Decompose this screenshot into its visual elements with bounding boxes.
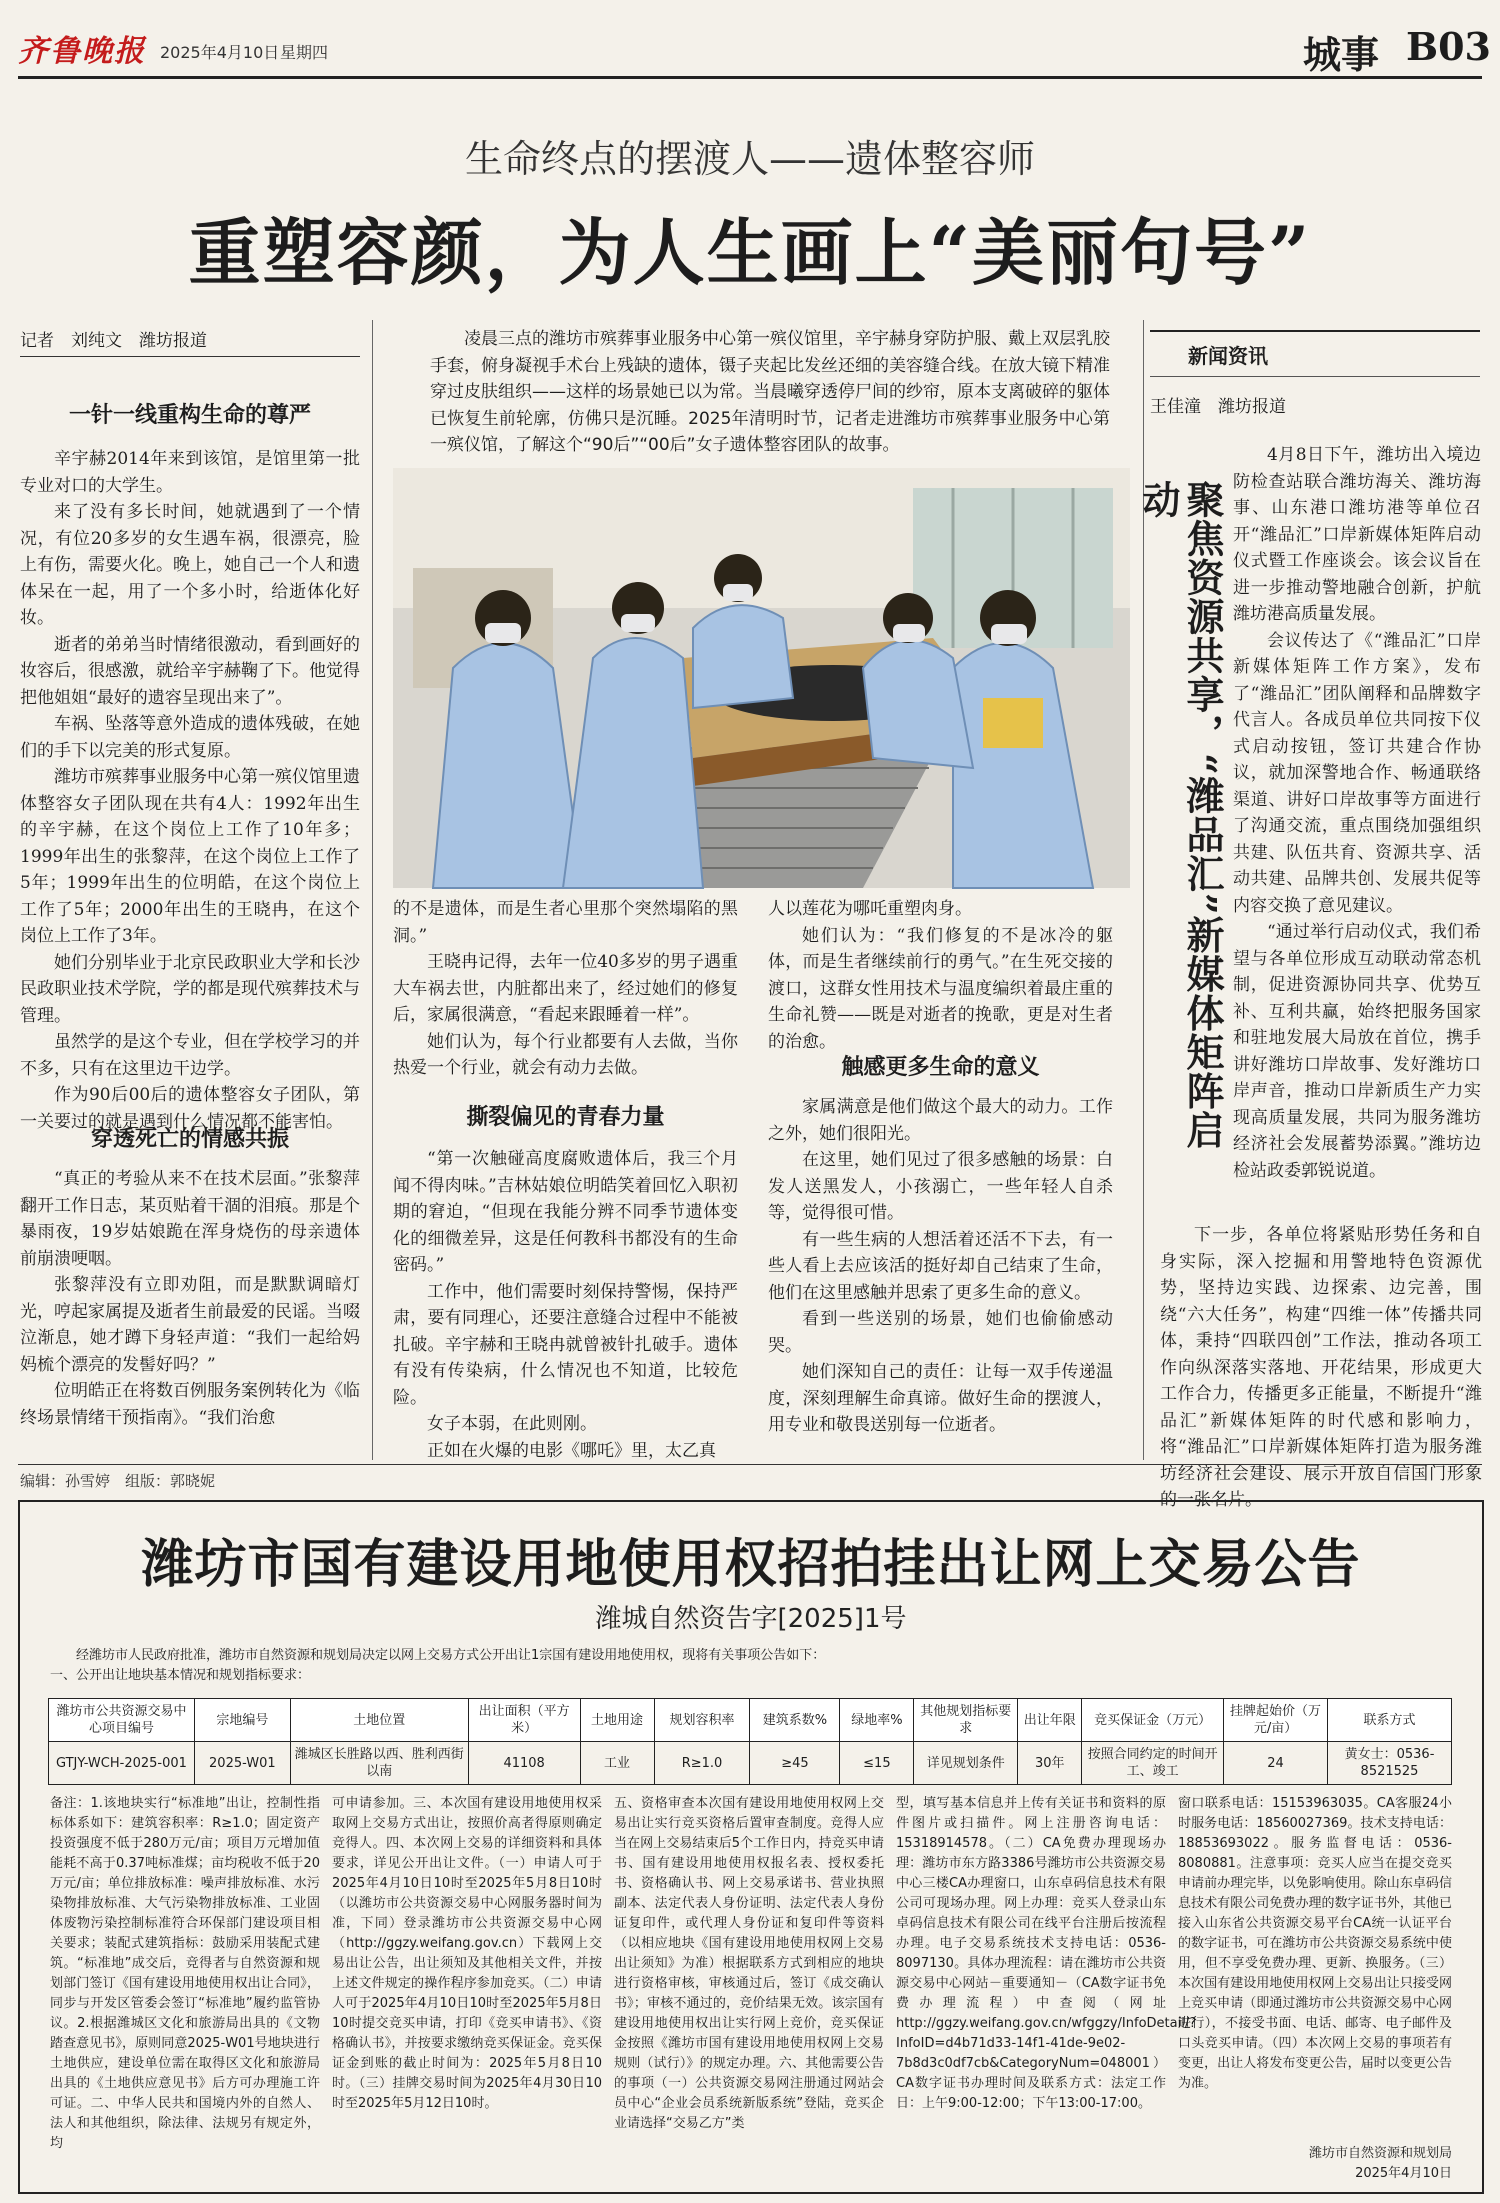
paragraph: 正如在火爆的电影《哪吒》里，太乙真 (427, 1440, 716, 1461)
table-cell: 30年 (1018, 1742, 1082, 1785)
table-cell: 41108 (468, 1742, 580, 1785)
notice-signdate: 2025年4月10日 (1355, 2166, 1452, 2181)
paragraph: 虽然学的是这个专业，但在学校学习的并不多，只有在这里边干边学。 (20, 1032, 360, 1079)
paragraph: 会议传达了《“潍品汇”口岸新媒体矩阵工作方案》，发布了“潍品汇”团队阐释和品牌数字代言人。各成员单位共同按下仪式启动按钮，签订共建合作协议，就加深警地合作、畅通联络渠道、讲好口岸故事等方面进行了沟通交流，重点围绕加强组织共建、队伍共育、资源共享、活动共建、品牌共创、发展共促等内容交换了意见建议。 (1233, 630, 1481, 916)
table-header-row (49, 1699, 1452, 1742)
issue-date: 2025年4月10日 (160, 43, 280, 62)
table-cell: 详见规划条件 (914, 1742, 1018, 1785)
notice-signer: 潍坊市自然资源和规划局 (1308, 2146, 1452, 2161)
table-header: 潍坊市公共资源交易中心项目编号 (49, 1699, 195, 1742)
news-body-top (1233, 442, 1481, 1217)
paragraph: 的不是遗体，而是生者心里那个突然塌陷的黑洞。” (393, 899, 738, 946)
paragraph: 有一些生病的人想活着还活不下去，有一些人看上去应该活的挺好却自己结束了生命，他们在这里感触并思索了更多生命的意义。 (768, 1229, 1113, 1303)
table-header: 出让面积（平方米） (468, 1699, 580, 1742)
paragraph: 逝者的弟弟当时情绪很激动，看到画好的妆容后，很感激，就给辛宇赫鞠了下。他觉得把他姐姐“最好的遗容呈现出来了”。 (20, 634, 360, 708)
embalmers-photo-illustration (393, 468, 1130, 888)
issue-weekday: 星期四 (280, 43, 329, 62)
paragraph: 看到一些送别的场景，她们也偷偷感动哭。 (768, 1309, 1113, 1356)
table-header: 其他规划指标要求 (914, 1699, 1018, 1742)
table-header: 联系方式 (1328, 1699, 1452, 1742)
paragraph: 潍坊市殡葬事业服务中心第一殡仪馆里遗体整容女子团队现在共有4人：1992年出生的辛宇赫，在这个岗位上工作了10年多；1999年出生的张黎萍，在这个岗位上工作了5年；1999年出生的位明皓，在这个岗位上工作了5年；2000年出生的王晓冉，在这个岗位上工作了3年。 (20, 767, 360, 946)
article-photo (393, 468, 1130, 888)
notice-docno: 潍城自然资告字[2025]1号 (595, 1604, 907, 1634)
paragraph: 在这里，她们见过了很多感触的场景：白发人送黑发人，小孩溺亡，一些年轻人自杀等，觉得很可惜。 (768, 1150, 1113, 1223)
table-cell: 潍城区长胜路以西、胜利西街以南 (290, 1742, 468, 1785)
byline-rule (20, 356, 360, 357)
article-col2-bottom (393, 1146, 738, 1461)
table-cell: 黄女士：0536-8521525 (1328, 1742, 1452, 1785)
paragraph: “真正的考验从来不在技术层面。”张黎萍翻开工作日志，某页贴着干涸的泪痕。那是个暴雨夜，19岁姑娘跪在浑身烧伤的母亲遗体前崩溃哽咽。 (20, 1169, 360, 1269)
masthead-rule (18, 76, 1482, 79)
paragraph: 人以莲花为哪吒重塑肉身。 (768, 899, 972, 919)
notice-intro-text: 经潍坊市人民政府批准，潍坊市自然资源和规划局决定以网上交易方式公开出让1宗国有建设用地使用权，现将有关事项公告如下： (76, 1648, 826, 1663)
paragraph: 她们认为：“我们修复的不是冰冷的躯体，而是生者继续前行的勇气。”在生死交接的渡口，这群女性用技术与温度编织着最庄重的生命礼赞——既是对逝者的挽歌，更是对生者的治愈。 (768, 925, 1113, 1052)
table-header: 宗地编号 (194, 1699, 290, 1742)
notice-box (18, 1500, 1484, 2194)
parcel-table (48, 1698, 1452, 1785)
paragraph: 位明皓正在将数百例服务案例转化为《临终场景情绪干预指南》。“我们治愈 (20, 1381, 360, 1428)
table-cell: 2025-W01 (194, 1742, 290, 1785)
table-cell: ≥45 (750, 1742, 840, 1785)
notice-title: 潍坊市国有建设用地使用权招拍挂出让网上交易公告 (141, 1534, 1361, 1595)
article-col1-bottom (20, 1166, 360, 1456)
newspaper-logo: 齐鲁晚报 (18, 34, 146, 69)
paragraph: 她们深知自己的责任：让每一双手传递温度，深刻理解生命真谛。做好生命的摆渡人，用专业和敬畏送别每一位逝者。 (768, 1362, 1113, 1435)
news-byline: 王佳潼 潍坊报道 (1150, 397, 1286, 417)
notice-col-5: 窗口联系电话：15153963035。CA客服24小时服务电话：18560027369。技术支持电话：18853693022。服务监督电话：0536-8080881。注意事项：竞买人应当在提交竞买申请前办理完毕，以免影响使用。除山东卓码信息技术有限公司免费办理的数字证书外，其他已接入山东省公共资源交易平台CA统一认证平台的数字证书，可在潍坊市公共资源交易系统中使用，但不享受免费办理、更新、换服务。（三）本次国有建设用地使用权网上交易出让只接受网上竞买申请（即通过潍坊市公共资源交易中心网进行），不接受书面、电话、邮寄、电子邮件及口头竞买申请。（四）本次网上交易的事项若有变更，出让人将发布变更公告，届时以变更公告为准。 (1178, 1796, 1452, 2091)
notice-section-1: 一、公开出让地块基本情况和规划指标要求： (50, 1668, 311, 1683)
subheading-1: 一针一线重构生命的尊严 (68, 403, 311, 428)
article-kicker: 生命终点的摆渡人——遗体整容师 (464, 137, 1035, 181)
table-header: 出让年限 (1018, 1699, 1082, 1742)
paragraph: 车祸、坠落等意外造成的遗体残破，在她们的手下以完美的形式复原。 (20, 714, 360, 761)
table-row (49, 1742, 1452, 1785)
table-cell: R≥1.0 (654, 1742, 750, 1785)
article-headline: 重塑容颜，为人生画上“美丽句号” (188, 210, 1312, 295)
paragraph: 来了没有多长时间，她就遇到了一个情况，有位20多岁的女生遇车祸，很漂亮，脸上有伤，需要火化。晚上，她自己一个人和遗体呆在一起，用了一个多小时，给逝体化好妆。 (20, 502, 360, 628)
paragraph: 工作中，他们需要时刻保持警惕，保持严肃，要有同理心，还要注意缝合过程中不能被扎破。辛宇赫和王晓冉就曾被针扎破手。遗体有没有传染病，什么情况也不知道，比较危险。 (393, 1281, 738, 1408)
table-header: 土地位置 (290, 1699, 468, 1742)
news-headline: 聚焦资源共享，“潍品汇”新媒体矩阵启动 (1136, 480, 1225, 1150)
paragraph: “第一次触碰高度腐败遗体后，我三个月闻不得肉味。”吉林姑娘位明皓笑着回忆入职初期的窘迫，“但现在我能分辨不同季节遗体变化的细微差异，这是任何教科书都没有的生命密码。” (393, 1149, 738, 1275)
notice-col-3: 五、资格审查本次国有建设用地使用权网上交易出让实行竞买资格后置审查制度。竞得人应当在网上交易结束后5个工作日内，持竞买申请书、国有建设用地使用权报名表、授权委托书、资格确认书、网上交易承诺书、营业执照副本、法定代表人身份证明、法定代表人身份证复印件，或代理人身份证和复印件等资料（以相应地块《国有建设用地使用权网上交易出让须知》为准）根据联系方式到相应的地块进行资格审核，审核通过后，签订《成交确认书》；审核不通过的，竞价结果无效。该宗国有建设用地使用权出让实行网上竞价，竞买保证金按照《潍坊市国有建设用地使用权网上交易规则（试行）》的规定办理。六、其他需要公告的事项（一）公共资源交易网注册通过网站会员中心“企业会员系统新版系统”登陆，竞买企业请选择“交易乙方”类 (614, 1796, 884, 2131)
article-byline: 记者 刘纯文 潍坊报道 (20, 331, 207, 351)
table-cell: GTJY-WCH-2025-001 (49, 1742, 195, 1785)
paragraph: 4月8日下午，潍坊出入境边防检查站联合潍坊海关、潍坊海事、山东港口潍坊港等单位召开“潍品汇”口岸新媒体矩阵启动仪式暨工作座谈会。该会议旨在进一步推动警地融合创新，护航潍坊港高质量发展。 (1233, 445, 1481, 624)
paragraph: 张黎萍没有立即劝阻，而是默默调暗灯光，哼起家属提及逝者生前最爱的民谣。当啜泣渐息，她才蹲下身轻声道：“我们一起给妈妈梳个漂亮的发髻好吗？” (20, 1275, 360, 1375)
table-header: 竞买保证金（万元） (1082, 1699, 1224, 1742)
news-brief-label: 新闻资讯 (1188, 344, 1268, 368)
article-col3-bottom (768, 1094, 1113, 1456)
subheading-4: 触感更多生命的意义 (841, 1055, 1040, 1080)
section-name: 城事 (1303, 32, 1380, 77)
editors-credit: 编辑：孙雪婷 组版：郭晓妮 (20, 1472, 216, 1490)
notice-col-1: 备注：1.该地块实行“标准地”出让，控制性指标体系如下：建筑容积率：R≥1.0；固定资产投资强度不低于280万元/亩；项目万元增加值能耗不高于0.37吨标准煤；亩均税收不低于20万元/亩；单位排放标准：噪声排放标准、水污染物排放标准、大气污染物排放标准、工业固体废物污染控制标准符合环保部门建设项目相关要求；装配式建筑指标：鼓励采用装配式建筑。“标准地”成交后，竞得者与自然资源和规划部门签订《国有建设用地使用权出让合同》，同步与开发区管委会签订“标准地”履约监管协议。2.根据潍城区文化和旅游局出具的《文物踏查意见书》，原则同意2025-W01号地块进行土地供应，建设单位需在取得区文化和旅游局出具的《土地供应意见书》后方可办理施工许可证。二、中华人民共和国境内外的自然人、法人和其他组织，除法律、法规另有规定外，均 (50, 1796, 320, 2151)
masthead (18, 14, 1491, 77)
notice-col-4: 型，填写基本信息并上传有关证书和资料的原件图片或扫描件。网上注册咨询电话：15318914578。（二）CA免费办理现场办理：潍坊市东方路3386号潍坊市公共资源交易中心三楼CA办理窗口，山东卓码信息技术有限公司可现场办理。网上办理：竞买人登录山东卓码信息技术有限公司在线平台注册后按流程办理。电子交易系统技术支持电话：0536-8097130。具体办理流程：请在潍坊市公共资源交易中心网站－重要通知－（CA数字证书免费办理流程）中查阅（网址http://ggzy.weifang.gov.cn/wfggzy/InfoDetail/?InfoID=d4b71d33-14f1-41de-9e02-7b8d3c0df7cb&CategoryNum=048001）CA数字证书办理时间及联系方式：法定工作日：上午9:00-12:00；下午13:00-17:00。 (896, 1796, 1197, 2111)
table-cell: 24 (1224, 1742, 1328, 1785)
paragraph: 王晓冉记得，去年一位40多岁的男子遇重大车祸去世，内脏都出来了，经过她们的修复后，家属很满意，“看起来跟睡着一样”。 (393, 952, 738, 1025)
lead-paragraph: 凌晨三点的潍坊市殡葬事业服务中心第一殡仪馆里，辛宇赫身穿防护服、戴上双层乳胶手套，俯身凝视手术台上残缺的遗体，镊子夹起比发丝还细的美容缝合线。在放大镜下精准穿过皮肤组织——这样的场景她已以为常。当晨曦穿透停尸间的纱帘，原本支离破碎的躯体已恢复生前轮廓，仿佛只是沉睡。2025年清明时节，记者走进潍坊市殡葬事业服务中心第一殡仪馆，了解这个“90后”“00后”女子遗体整容团队的故事。 (430, 329, 1110, 455)
notice-col-2: 可申请参加。三、本次国有建设用地使用权采取网上交易方式出让，按照价高者得原则确定竞得人。四、本次网上交易的详细资料和具体要求，详见公开出让文件。（一）申请人可于2025年4月10日10时至2025年5月8日10时（以潍坊市公共资源交易中心网服务器时间为准，下同）登录潍坊市公共资源交易中心网（http://ggzy.weifang.gov.cn）下载网上交易出让公告，出让须知及其他相关文件，并按上述文件规定的操作程序参加竞买。（二）申请人可于2025年4月10日10时至2025年5月8日10时提交竞买申请，打印《竞买申请书》、《资格确认书》，并按要求缴纳竞买保证金。竞买保证金到账的截止时间为：2025年5月8日10时。（三）挂牌交易时间为2025年4月30日10时至2025年5月12日10时。 (332, 1796, 602, 2111)
article-lead (430, 326, 1110, 462)
paragraph: 辛宇赫2014年来到该馆，是馆里第一批专业对口的大学生。 (20, 449, 360, 496)
column-rule (372, 320, 373, 1460)
table-cell: 工业 (580, 1742, 654, 1785)
paragraph: 家属满意是他们做这个最大的动力。工作之外，她们很阳光。 (768, 1097, 1113, 1144)
subheading-2: 穿透死亡的情感共振 (90, 1127, 289, 1152)
paragraph: 她们分别毕业于北京民政职业大学和长沙民政职业技术学院，学的都是现代殡葬技术与管理。 (20, 952, 360, 1026)
subheading-3: 撕裂偏见的青春力量 (466, 1105, 665, 1130)
article-col3-top (768, 896, 1113, 1052)
paragraph: 她们认为，每个行业都要有人去做，当你热爱一个行业，就会有动力去做。 (393, 1031, 738, 1078)
table-cell: ≤15 (840, 1742, 914, 1785)
table-cell: 按照合同约定的时间开工、竣工 (1082, 1742, 1224, 1785)
paragraph: 女子本弱，在此则刚。 (427, 1414, 597, 1434)
news-body-bottom (1160, 1222, 1482, 1510)
paragraph: 作为90后00后的遗体整容女子团队，第一关要过的就是遇到什么情况都不能害怕。 (20, 1085, 360, 1132)
article-col2-top (393, 896, 738, 1096)
news-brief-label-box (1150, 330, 1480, 377)
editors-rule (18, 1464, 1482, 1465)
table-header: 土地用途 (580, 1699, 654, 1742)
notice-table-wrap (48, 1698, 1452, 1785)
notice-intro (50, 1646, 1450, 1686)
table-header: 规划容积率 (654, 1699, 750, 1742)
paragraph: 下一步，各单位将紧贴形势任务和自身实际，深入挖掘和用警地特色资源优势，坚持边实践、边探索、边完善，围绕“六大任务”，构建“四维一体”传播共同体，秉持“四联四创”工作法，推动各项工作向纵深落实落地、开花结果，形成更大工作合力，传播更多正能量，不断提升“潍品汇”新媒体矩阵的时代感和影响力，将“潍品汇”口岸新媒体矩阵打造为服务潍坊经济社会建设、展示开放自信国门形象的一张名片。 (1160, 1225, 1482, 1510)
article-col1-top (20, 446, 360, 1132)
paragraph: “通过举行启动仪式，我们希望与各单位形成互动联动常态机制，促进资源协同共享、优势互补、互利共赢，始终把服务国家和驻地发展大局放在首位，携手讲好潍坊口岸故事、发好潍坊口岸声音，推动口岸新质生产力实现高质量发展，共同为服务潍坊经济社会发展蓄势添翼。”潍坊边检站政委郭锐说道。 (1233, 922, 1481, 1181)
page-number: B03 (1406, 24, 1491, 69)
table-header: 挂牌起始价（万元/亩） (1224, 1699, 1328, 1742)
table-header: 绿地率% (840, 1699, 914, 1742)
table-header: 建筑系数% (750, 1699, 840, 1742)
